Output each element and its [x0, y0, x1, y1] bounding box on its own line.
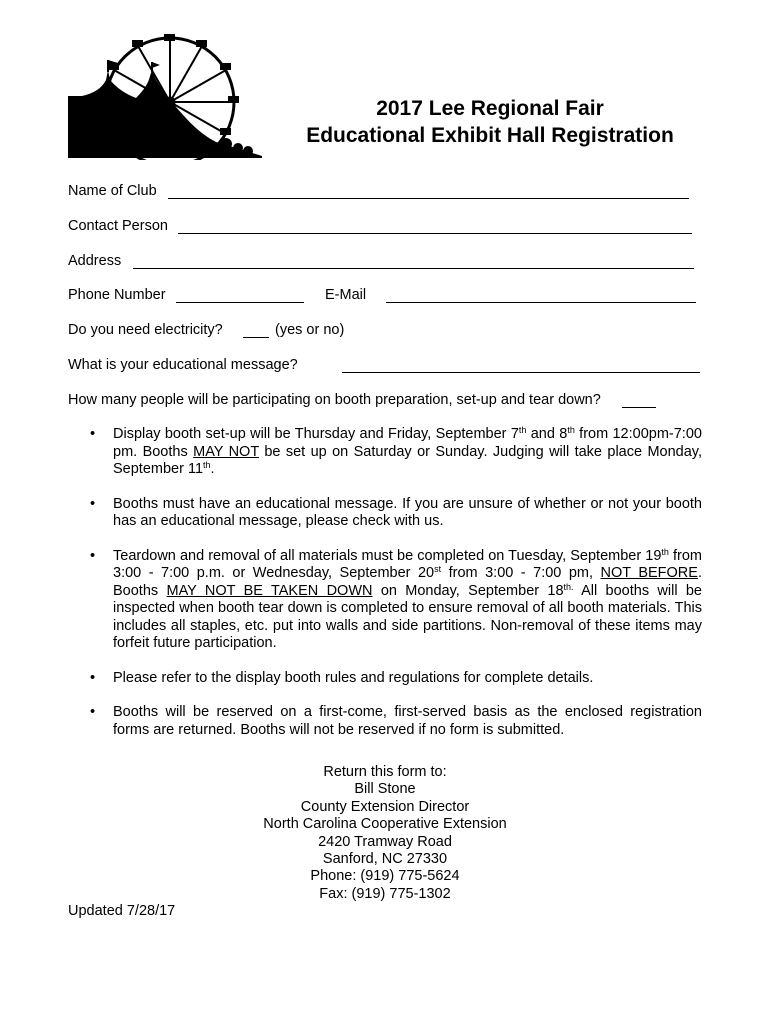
message-field[interactable] [342, 358, 700, 373]
email-field[interactable] [386, 288, 696, 303]
electricity-hint: (yes or no) [275, 322, 345, 338]
bullet-icon: • [90, 426, 96, 442]
phone-number: Phone: (919) 775-5624 [310, 868, 460, 885]
list-item [90, 496, 702, 531]
rule-text: . [210, 461, 215, 477]
electricity-label: Do you need electricity? [68, 322, 223, 338]
phone-label: Phone Number [68, 287, 166, 303]
emphasis: MAY NOT [193, 443, 259, 460]
superscript: th. [563, 581, 574, 592]
message-label: What is your educational message? [68, 357, 298, 373]
superscript: th [567, 425, 575, 435]
contact-title: County Extension Director [300, 798, 470, 815]
ferris-wheel-tent-icon [66, 30, 266, 160]
electricity-field[interactable] [243, 323, 269, 338]
return-address [200, 764, 570, 903]
club-label: Name of Club [68, 183, 157, 199]
city-state-zip: Sanford, NC 27330 [322, 851, 448, 868]
address-field[interactable] [133, 254, 694, 269]
rule-text: from 3:00 - 7:00 p.m. or Wednesday, September 20 [113, 547, 702, 581]
rule-text: be set up on Saturday or Sunday. Judging will take place Monday, September 11 [113, 443, 702, 477]
people-field[interactable] [622, 393, 656, 408]
superscript: th [203, 460, 211, 470]
superscript: th [661, 546, 669, 557]
rules-list [90, 426, 702, 739]
rule-text: Display booth set-up will be Thursday and Friday, September 7 [113, 426, 519, 442]
street-address: 2420 Tramway Road [318, 833, 452, 850]
contact-label: Contact Person [68, 218, 168, 234]
bullet-icon: • [90, 495, 96, 512]
rule-text: from 3:00 - 7:00 pm, [441, 565, 601, 581]
page-title: 2017 Lee Regional Fair [376, 97, 604, 120]
rule-text: from 12:00pm-7:00 pm. Booths [113, 426, 702, 460]
emphasis: NOT BEFORE [600, 565, 698, 581]
list-item [90, 548, 702, 653]
phone-field[interactable] [176, 288, 304, 303]
return-heading: Return this form to: [323, 764, 447, 780]
contact-name: Bill Stone [354, 781, 416, 798]
rule-text: Booths must have an educational message. If you are unsure of whether or not your booth has an educational message, please check with us. [113, 495, 702, 529]
bullet-icon: • [90, 547, 96, 564]
updated-date: Updated 7/28/17 [68, 903, 176, 919]
contact-field[interactable] [178, 219, 692, 234]
people-label: How many people will be participating on booth preparation, set-up and tear down? [68, 392, 601, 408]
address-label: Address [68, 253, 122, 269]
superscript: th [518, 425, 527, 435]
page-subtitle: Educational Exhibit Hall Registration [306, 124, 674, 147]
email-label: E-Mail [325, 287, 367, 303]
rule-text: . Booths [113, 565, 702, 599]
emphasis: MAY NOT BE TAKEN DOWN [166, 582, 373, 599]
list-item [90, 704, 702, 739]
list-item [90, 670, 702, 688]
rule-text: Booths will be reserved on a first-come, first-served basis as the enclosed registration forms are returned. Booths will not be reserved if no form is submitted. [113, 704, 702, 738]
fax-number: Fax: (919) 775-1302 [319, 885, 451, 902]
rule-text: and 8 [526, 426, 568, 442]
rule-text: Teardown and removal of all materials must be completed on Tuesday, September 19 [113, 547, 662, 564]
bullet-icon: • [90, 669, 96, 686]
rule-text: Please refer to the display booth rules and regulations for complete details. [113, 669, 594, 686]
bullet-icon: • [90, 704, 96, 720]
superscript: st [434, 564, 442, 574]
organization: North Carolina Cooperative Extension [263, 816, 507, 833]
rule-text: on Monday, September 18 [372, 582, 564, 599]
list-item [90, 426, 702, 479]
rule-text: All booths will be inspected when booth tear down is completed to ensure removal of all booth materials. This includes all staples, etc. put into walls and side partitions. Non-removal of these items may forfeit future participation. [113, 582, 702, 651]
club-field[interactable] [168, 184, 689, 199]
